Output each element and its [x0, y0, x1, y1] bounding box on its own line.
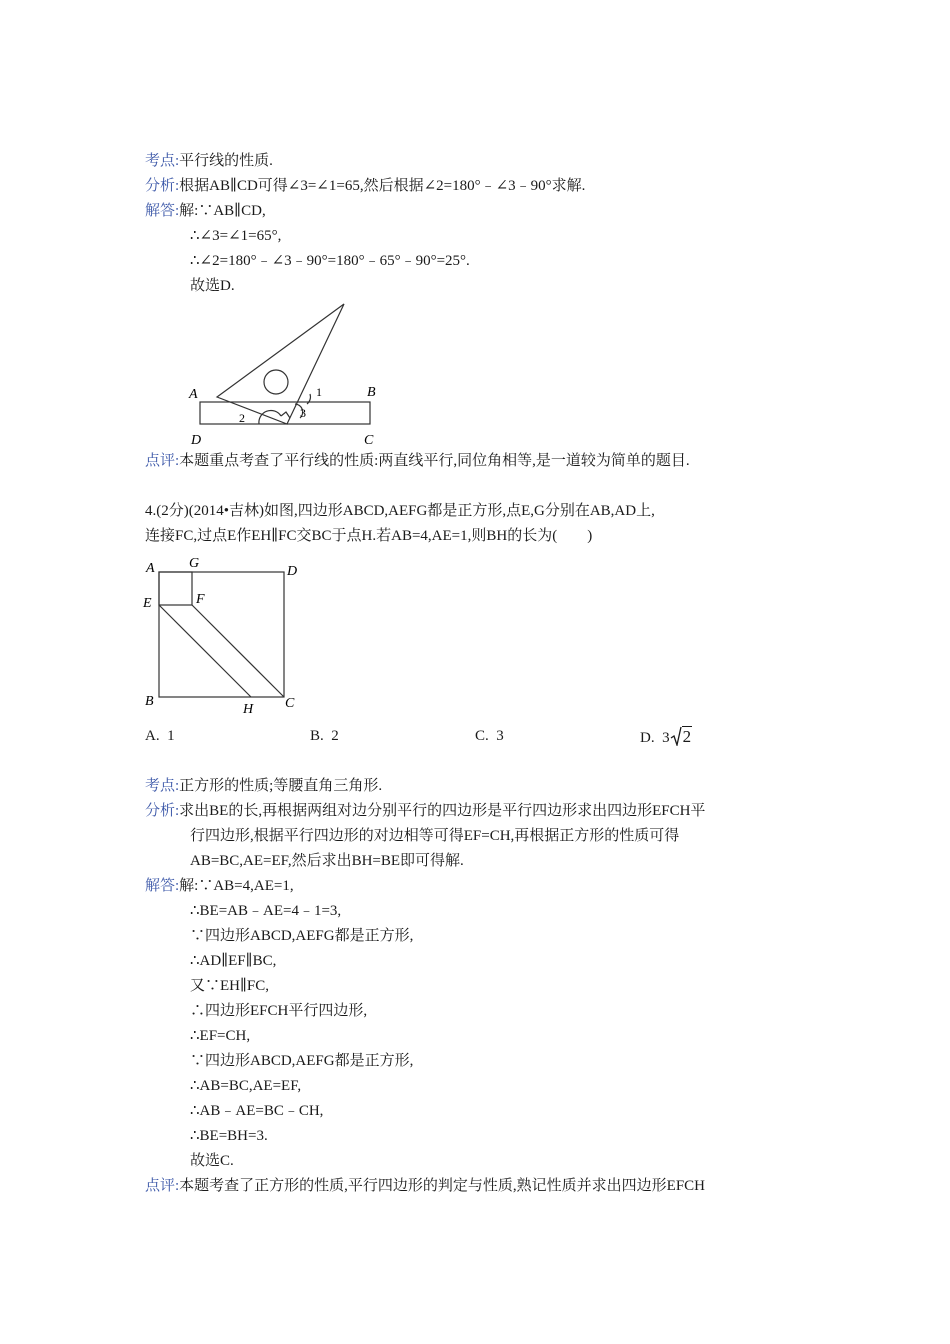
q4-label-G: G — [189, 556, 200, 571]
q4-label-C: C — [285, 696, 295, 711]
q4-jieda-line: ∴EF=CH, — [190, 1028, 251, 1044]
q4-stem-line: 4.(2分)(2014•吉林)如图,四边形ABCD,AEFG都是正方形,点E,G分别在AB,AD上, — [145, 503, 655, 519]
q4-dianping-label: 点评: — [145, 1178, 180, 1194]
q3-label-B: B — [367, 385, 376, 400]
q4-jieda-line: 故选C. — [190, 1153, 234, 1169]
q3-dianping-row — [145, 451, 690, 471]
q4-dianping-row — [145, 1176, 705, 1196]
q3-label-2: 2 — [239, 411, 245, 425]
q4-kaodian-row — [145, 776, 382, 796]
q3-jieda-line: ∴∠2=180°﹣∠3﹣90°=180°﹣65°﹣90°=25°. — [190, 253, 470, 269]
q4-kaodian-text: 正方形的性质;等腰直角三角形. — [179, 778, 383, 794]
q3-label-D: D — [191, 433, 202, 448]
q3-fenxi-row — [145, 176, 585, 196]
q4-jieda-label: 解答: — [145, 878, 180, 894]
q3-label-1: 1 — [316, 385, 322, 399]
option-b — [310, 726, 339, 746]
q4-jieda-line: ∴AB=BC,AE=EF, — [190, 1078, 302, 1094]
option-value: 2 — [331, 728, 339, 744]
option-value: 3 — [662, 730, 670, 746]
q3-jieda-line: 解:∵AB∥CD, — [179, 203, 266, 219]
q4-figure — [140, 553, 305, 718]
option-value: 1 — [167, 728, 175, 744]
q3-jieda-row — [145, 201, 266, 221]
square-root — [670, 726, 693, 748]
q3-dianping-text: 本题重点考查了平行线的性质:两直线平行,同位角相等,是一道较为简单的题目. — [179, 453, 690, 469]
q4-jieda-line: 解:∵AB=4,AE=1, — [179, 878, 294, 894]
q3-kaodian-text: 平行线的性质. — [179, 153, 273, 169]
q3-jieda-line: 故选D. — [190, 278, 235, 294]
q4-fenxi-line: AB=BC,AE=EF,然后求出BH=BE即可得解. — [190, 853, 464, 869]
q4-stem-line: 连接FC,过点E作EH∥FC交BC于点H.若AB=4,AE=1,则BH的长为( ) — [145, 528, 593, 544]
q4-dianping-text: 本题考查了正方形的性质,平行四边形的判定与性质,熟记性质并求出四边形EFCH — [179, 1178, 706, 1194]
q3-label-C: C — [364, 433, 374, 448]
q4-kaodian-label: 考点: — [145, 778, 180, 794]
q3-label-A: A — [189, 387, 198, 402]
option-d — [640, 726, 692, 748]
q3-figure — [185, 298, 395, 448]
q4-label-B: B — [145, 694, 154, 709]
q4-jieda-line: 又∵EH∥FC, — [190, 978, 270, 994]
q4-label-D: D — [287, 564, 298, 579]
radical-sign-icon — [670, 726, 682, 746]
q4-label-A: A — [146, 561, 155, 576]
q4-jieda-line: ∵四边形ABCD,AEFG都是正方形, — [190, 1053, 414, 1069]
option-a — [145, 726, 175, 746]
option-letter: A. — [145, 728, 160, 744]
q4-jieda-line: ∴AD∥EF∥BC, — [190, 953, 277, 969]
right-angle-mark — [281, 412, 290, 418]
q4-jieda-line: ∴四边形EFCH平行四边形, — [190, 1003, 368, 1019]
q4-fenxi-line: 行四边形,根据平行四边形的对边相等可得EF=CH,再根据正方形的性质可得 — [190, 828, 680, 844]
q3-fenxi-text: 根据AB∥CD可得∠3=∠1=65,然后根据∠2=180°﹣∠3﹣90°求解. — [179, 178, 586, 194]
q3-label-3: 3 — [300, 406, 306, 420]
q4-label-E: E — [143, 596, 152, 611]
option-letter: C. — [475, 728, 489, 744]
radicand: 2 — [682, 727, 692, 746]
q4-fenxi-line: 求出BE的长,再根据两组对边分别平行的四边形是平行四边形求出四边形EFCH平 — [179, 803, 706, 819]
option-letter: B. — [310, 728, 324, 744]
q4-fenxi-row — [145, 801, 705, 821]
q3-dianping-label: 点评: — [145, 453, 180, 469]
q4-jieda-line: ∴BE=AB﹣AE=4﹣1=3, — [190, 903, 342, 919]
q4-jieda-row — [145, 876, 294, 896]
q4-label-F: F — [196, 592, 205, 607]
option-c — [475, 726, 504, 746]
option-value: 3 — [496, 728, 504, 744]
square-AEFG — [159, 572, 192, 605]
q4-jieda-line: ∴AB﹣AE=BC﹣CH, — [190, 1103, 324, 1119]
q3-kaodian-row — [145, 151, 273, 171]
q3-fenxi-label: 分析: — [145, 178, 180, 194]
q4-jieda-line: ∵四边形ABCD,AEFG都是正方形, — [190, 928, 414, 944]
option-letter: D. — [640, 730, 655, 746]
q4-fenxi-label: 分析: — [145, 803, 180, 819]
q3-kaodian-label: 考点: — [145, 153, 180, 169]
q3-jieda-label: 解答: — [145, 203, 180, 219]
set-square-triangle — [217, 304, 344, 424]
q3-jieda-line: ∴∠3=∠1=65°, — [190, 228, 282, 244]
q4-label-H: H — [243, 702, 254, 717]
set-square-hole — [264, 370, 288, 394]
q4-jieda-line: ∴BE=BH=3. — [190, 1128, 268, 1144]
